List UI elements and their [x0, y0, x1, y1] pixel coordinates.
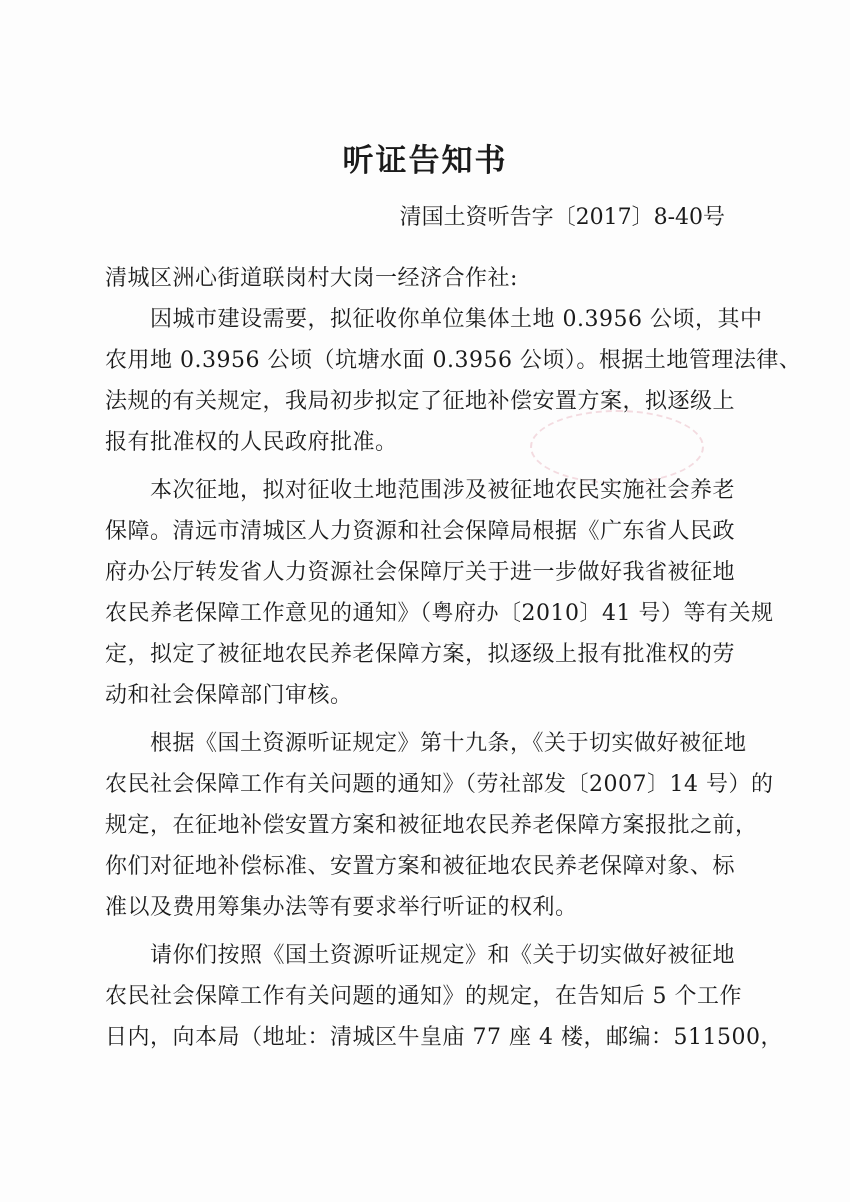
recipient-line: 清城区洲心街道联岗村大岗一经济合作社:: [105, 266, 518, 291]
text-line: 农民养老保障工作意见的通知》（粤府办〔2010〕41 号）等有关规: [105, 601, 774, 626]
text-line: 请你们按照《国土资源听证规定》和《关于切实做好被征地: [105, 943, 736, 968]
text-line: 日内，向本局（地址：清城区牛皇庙 77 座 4 楼，邮编：511500，: [105, 1025, 783, 1050]
paragraph-3: [105, 723, 774, 928]
text-line: 规定，在征地补偿安置方案和被征地农民养老保障方案报批之前，: [105, 813, 758, 838]
text-line: 府办公厅转发省人力资源社会保障厅关于进一步做好我省被征地: [105, 560, 736, 585]
document-title: 听证告知书: [342, 143, 508, 179]
paragraph-1: [105, 299, 802, 463]
text-line: 法规的有关规定，我局初步拟定了征地补偿安置方案，拟逐级上: [105, 389, 736, 414]
text-line: 准以及费用筹集办法等有要求举行听证的权利。: [105, 895, 578, 920]
text-line: 根据《国土资源听证规定》第十九条，《关于切实做好被征地: [105, 731, 747, 756]
paragraph-4: [105, 935, 783, 1058]
text-line: 动和社会保障部门审核。: [105, 683, 353, 708]
text-line: 保障。清远市清城区人力资源和社会保障局根据《广东省人民政: [105, 519, 736, 544]
document-number: 清国土资听告字〔2017〕8-40号: [399, 205, 725, 230]
paragraph-gap: [105, 716, 745, 723]
text-line: 你们对征地补偿标准、安置方案和被征地农民养老保障对象、标: [105, 854, 736, 879]
paragraph-2: [105, 470, 774, 716]
paragraph-gap: [105, 928, 745, 935]
text-line: 农民社会保障工作有关问题的通知》（劳社部发〔2007〕14 号）的: [105, 772, 774, 797]
text-line: 定，拟定了被征地农民养老保障方案，拟逐级上报有批准权的劳: [105, 642, 736, 667]
text-line: 报有批准权的人民政府批准。: [105, 430, 398, 455]
text-line: 农民社会保障工作有关问题的通知》的规定，在告知后 5 个工作: [105, 984, 742, 1009]
document-body: [105, 258, 802, 1058]
paragraph-gap: [105, 463, 745, 470]
text-line: 本次征地，拟对征收土地范围涉及被征地农民实施社会养老: [105, 478, 736, 503]
text-line: 农用地 0.3956 公顷（坑塘水面 0.3956 公顷）。根据土地管理法律、: [105, 348, 802, 373]
text-line: 因城市建设需要，拟征收你单位集体土地 0.3956 公顷，其中: [105, 307, 763, 332]
